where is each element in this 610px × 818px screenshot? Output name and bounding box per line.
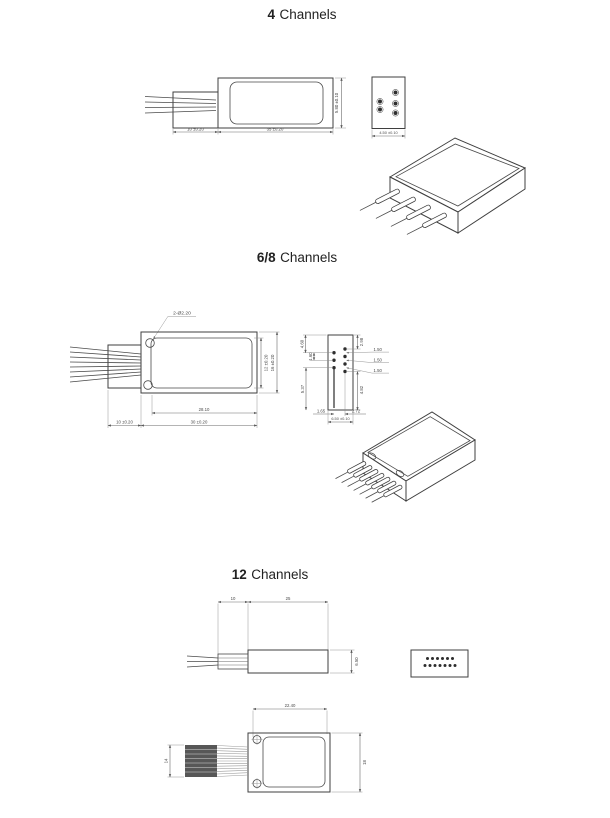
dim-body-length: 35 ±0.20 (266, 126, 284, 132)
hole-callout (154, 311, 197, 339)
end-face-outline (328, 335, 353, 410)
dim-edge-right: 2.72 (351, 408, 361, 414)
dim-fiber-length: 10 ±0.20 (187, 126, 204, 132)
dim-body-height: 16 ±0.20 (270, 354, 275, 372)
title-number: 12 (231, 567, 247, 582)
dim-pitch-2: 1.50 (373, 357, 382, 363)
dim-body-length: 30 ±0.20 (190, 419, 208, 425)
dim-end-width: 6.50 ±0.10 (331, 416, 350, 422)
dim-body-width: 18 (362, 760, 367, 765)
mounting-hole (146, 339, 155, 348)
dim-bottom-right: 4.82 (359, 385, 364, 395)
dim-body-height: 5.80 ±0.10 (334, 92, 339, 114)
twelve-channels-bottom-view (155, 700, 380, 805)
dim-end-width: 4.50 ±0.10 (379, 130, 398, 136)
hole-callout-label: 2-Ø2.20 (173, 311, 191, 317)
twelve-channels-end-view (405, 645, 477, 683)
title-label: Channels (280, 250, 338, 265)
six-eight-channels-front-view (58, 298, 298, 438)
dimension-lid-length (253, 703, 327, 737)
dim-pitch-3: 1.50 (373, 367, 382, 373)
dim-edge-left: 1.65 (316, 408, 326, 414)
dim-left-pitch: 1.60 (308, 352, 313, 361)
end-face-outline (411, 650, 468, 677)
dimension-lengths (218, 596, 328, 655)
dim-top-left: 4.60 (299, 339, 305, 349)
dimensions-left (300, 335, 333, 410)
six-eight-channels-3d-view (320, 403, 530, 543)
mounting-hole (144, 381, 153, 390)
section-title-12-channels (232, 567, 309, 582)
four-channels-3d-view (338, 136, 533, 248)
fiber-pigtail-lines (187, 656, 218, 667)
dimension-ribbon-width (164, 745, 185, 777)
dim-body-height: 6.50 (354, 657, 359, 666)
dim-lid-height: 12 ±0.20 (263, 354, 269, 372)
dimension-lengths (108, 390, 257, 428)
module-outline (248, 733, 330, 792)
four-channels-front-view (138, 56, 363, 141)
fiber-ribbon (185, 745, 248, 777)
section-title-6-8-channels (257, 250, 337, 265)
four-channels-end-view (352, 68, 414, 146)
dim-lid-length: 22.40 (284, 703, 296, 709)
dim-pitch-1: 1.50 (373, 346, 382, 352)
dim-fiber-length: 10 (230, 596, 236, 602)
isometric-box (363, 412, 475, 501)
title-label: Channels (279, 7, 337, 22)
fiber-holes (424, 657, 457, 667)
dim-ribbon-width: 14 (163, 758, 169, 764)
twelve-channels-top-view (175, 590, 375, 685)
fiber-pigtail-lines (70, 347, 141, 382)
dimension-height (330, 650, 359, 673)
title-number: 6/8 (256, 250, 276, 265)
dim-fiber-length: 10 ±0.20 (116, 419, 133, 425)
title-label: Channels (251, 567, 309, 582)
dim-top-right: 2.98 (359, 337, 364, 347)
dim-bottom-left: 5.37 (300, 384, 305, 394)
dimension-body-width (332, 733, 368, 792)
dim-lid-length: 28.10 (198, 407, 210, 413)
dimension-height (334, 78, 346, 128)
fiber-pigtail-lines (145, 97, 216, 114)
dimension-heights (254, 332, 280, 393)
section-title-4-channels (267, 7, 336, 22)
fiber-holes (377, 89, 399, 116)
dim-body-length: 25 (285, 596, 291, 602)
title-number: 4 (267, 7, 276, 22)
module-outline (218, 650, 328, 673)
